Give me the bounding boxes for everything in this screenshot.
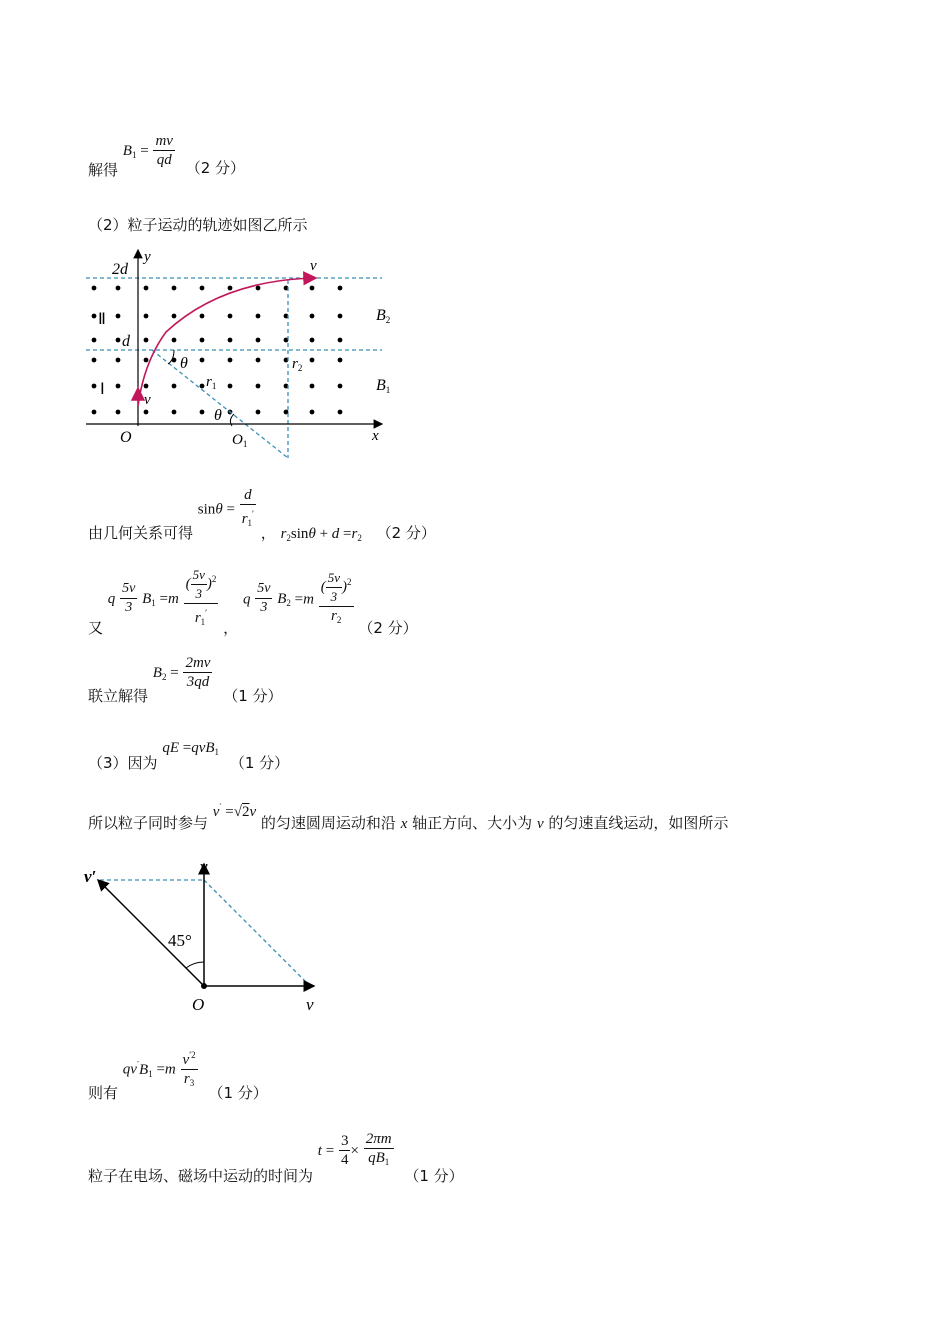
score-label: （2 分） (376, 523, 436, 542)
region-I: Ⅰ (100, 381, 105, 398)
field-dot (338, 410, 343, 415)
radius-r1-line (152, 350, 288, 458)
field-dot (338, 384, 343, 389)
o1-label: $O_1$ (232, 432, 248, 449)
formula-qe: qE =qvB$_1$ (162, 740, 220, 757)
circular-motion-line (88, 1042, 268, 1102)
origin-label: O (192, 995, 205, 1014)
v-start-label: v (144, 392, 151, 408)
field-dot (228, 314, 233, 319)
velocity-decomposition-figure (82, 852, 332, 1022)
score-label: （2 分） (185, 159, 246, 177)
score-label: （2 分） (358, 619, 418, 637)
var-x: x (400, 816, 408, 832)
origin-dot (201, 983, 207, 989)
theta-bottom-label: θ (214, 407, 222, 424)
field-dot (92, 384, 97, 389)
text-prefix: 粒子在电场、磁场中运动的时间为 (88, 1167, 314, 1185)
region-II: Ⅱ (98, 311, 106, 328)
tick-2d: 2d (112, 261, 128, 278)
r2-label: $r_2$ (292, 356, 303, 373)
field-dot (116, 338, 121, 343)
field-dot (200, 384, 205, 389)
text-prefix: （3）因为 (88, 754, 158, 772)
formula-b2: $B_2$ = $\frac{2mv}{3qd}$ (152, 655, 211, 690)
text-mid1: 的匀速圆周运动和沿 (260, 814, 396, 832)
field-dot (144, 358, 149, 363)
field-dot (116, 384, 121, 389)
score-label: （1 分） (223, 687, 283, 705)
field-dot (310, 410, 315, 415)
solve-b2-line (88, 652, 283, 705)
field-dot (172, 338, 177, 343)
b2-label: B2 (376, 307, 391, 325)
r1-label: $r_1$ (206, 374, 217, 391)
text-prefix: 由几何关系可得 (88, 523, 194, 542)
field-dot (310, 338, 315, 343)
angle-label: 45° (168, 931, 192, 950)
separator: ， (260, 523, 276, 542)
text-suffix: 的匀速直线运动，如图所示 (548, 814, 729, 832)
formula-b1-force: q $\frac{5v}{3}$ $B_1 =m$ ( $\frac{5v}{3}$ )$^2$ $r_1'$ (107, 567, 217, 627)
formula-b2-force: q $\frac{5v}{3}$ $B_2 =m$ ( $\frac{5v}{3}$ )$^2$ $r_2$ (242, 569, 352, 625)
field-dot (256, 338, 261, 343)
field-dot (310, 286, 315, 291)
field-dot (200, 314, 205, 319)
b1-label: B1 (376, 377, 391, 395)
part2-heading: （2）粒子运动的轨迹如图乙所示 (88, 216, 308, 234)
field-dot (228, 358, 233, 363)
field-dot (172, 314, 177, 319)
text-prefix: 又 (88, 619, 104, 637)
field-dot (338, 286, 343, 291)
field-dot (144, 286, 149, 291)
field-dot (338, 358, 343, 363)
field-dot (92, 358, 97, 363)
formula-r2-relation: $r_2\sin\theta + d =r_2$ (280, 525, 362, 543)
theta-top-label: θ (180, 355, 188, 372)
field-dot (92, 410, 97, 415)
field-dot (172, 384, 177, 389)
field-dot (256, 314, 261, 319)
field-dot (228, 286, 233, 291)
field-dot (200, 338, 205, 343)
field-dot (172, 410, 177, 415)
field-dot (338, 338, 343, 343)
field-dot (256, 384, 261, 389)
field-dot (228, 338, 233, 343)
text-prefix: 则有 (88, 1083, 119, 1102)
time-line (88, 1126, 464, 1185)
v-end-label: v (310, 258, 317, 274)
y-axis-label: y (144, 249, 151, 265)
score-label: （1 分） (229, 754, 290, 772)
field-dot (256, 358, 261, 363)
answer-line-b1 (88, 128, 246, 179)
field-dot (310, 358, 315, 363)
field-dot (200, 358, 205, 363)
score-label: （1 分） (208, 1083, 268, 1102)
text-mid2: 轴正方向、大小为 (412, 814, 533, 832)
x-axis-label: x (372, 428, 379, 444)
formula-sin-theta: sinθ = $\frac{d}{r_1'}$ (197, 487, 254, 528)
trajectory-figure (82, 244, 402, 464)
field-dot (144, 384, 149, 389)
field-dot (116, 410, 121, 415)
tick-d: d (122, 333, 130, 350)
force-equation-line (88, 566, 418, 637)
part3-line (88, 736, 290, 772)
text-prefix: 所以粒子同时参与 (88, 814, 209, 832)
field-dot (92, 338, 97, 343)
field-dot (92, 286, 97, 291)
field-dot (200, 286, 205, 291)
origin-label: O (120, 429, 132, 446)
text-prefix: 联立解得 (88, 687, 149, 705)
v-right-label: v (306, 995, 314, 1014)
field-dot (116, 314, 121, 319)
field-dot (310, 314, 315, 319)
field-dot (144, 410, 149, 415)
field-dot (200, 410, 205, 415)
geometry-relation-line (88, 482, 436, 543)
text-prefix: 解得 (88, 161, 119, 179)
field-dot (228, 384, 233, 389)
field-dot (144, 338, 149, 343)
separator: ， (223, 619, 239, 637)
v-prime-label: v′ (84, 867, 97, 886)
angle-arc (186, 962, 204, 968)
formula-time: t = $\frac{3}{4}$ × $\frac{2\pi m}{qB_1}$ (317, 1131, 392, 1168)
formula-circular: $qv'B_1 =m$ $\frac{v^{'2}}{r_3}$ (123, 1046, 198, 1092)
field-dot (338, 314, 343, 319)
formula-b1: $B_1$ = $\frac{mv}{qd}$ (122, 133, 173, 168)
field-dot (256, 286, 261, 291)
field-dot (116, 358, 121, 363)
formula-v-prime: v′ =√2v (212, 803, 257, 820)
v-top-label: v (200, 857, 208, 876)
var-v: v (536, 816, 544, 832)
field-dot (92, 314, 97, 319)
field-dot (172, 286, 177, 291)
dashed-diagonal (204, 880, 310, 986)
field-dot (310, 384, 315, 389)
trajectory-curve (138, 278, 316, 406)
field-dot (116, 286, 121, 291)
field-dot (256, 410, 261, 415)
motion-decomposition-line (88, 800, 729, 832)
field-dot (144, 314, 149, 319)
score-label: （1 分） (404, 1167, 464, 1185)
